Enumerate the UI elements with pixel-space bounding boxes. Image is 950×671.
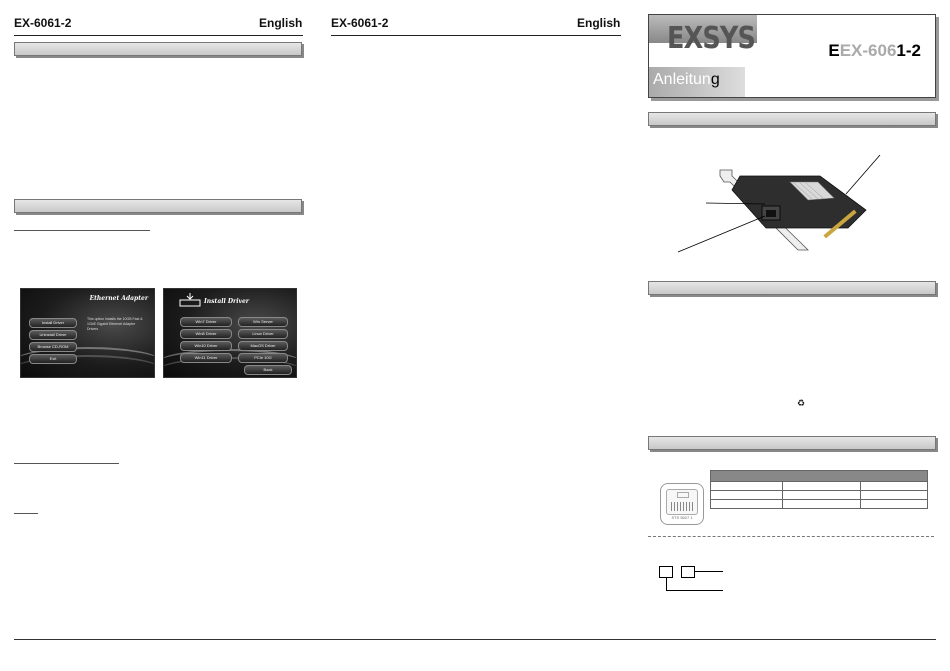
screen-1-note: This option installs the 10GB Fast & 1GbE Gigabit Ethernet Adapter Drivers — [87, 317, 143, 331]
underline-heading-1 — [14, 230, 150, 231]
win10-driver-button[interactable]: Win10 Driver — [180, 341, 232, 351]
screen-1-title: Ethernet Adapter — [89, 295, 148, 302]
header-lang-mid: English — [577, 16, 621, 30]
rj45-caption: STS 5527 1 — [671, 515, 693, 520]
dashed-separator — [648, 536, 934, 537]
logo-box — [648, 14, 936, 98]
browse-cd-button[interactable]: Browse CD-ROM — [29, 342, 77, 352]
header-rule-left — [14, 35, 303, 36]
header-model-mid: EX-6061-2 — [331, 16, 389, 30]
install-driver-button[interactable]: Install Driver — [29, 318, 77, 328]
weee-icon: ♻ — [797, 398, 806, 408]
screen-2-title: Install Driver — [204, 298, 249, 305]
exit-button[interactable]: Exit — [29, 354, 77, 364]
logo-model-number — [828, 41, 921, 61]
pin-assignment-table — [710, 470, 928, 509]
rj45-jack-icon — [660, 483, 704, 525]
model-dark-post: 1-2 — [896, 41, 921, 60]
led-leader-2-v — [666, 577, 667, 590]
back-button[interactable]: Back — [244, 365, 292, 375]
underline-heading-3 — [14, 513, 38, 514]
footer-rule — [14, 639, 936, 640]
section-bar-4 — [648, 281, 936, 295]
section-bar-2 — [14, 199, 302, 213]
network-card-illustration — [670, 150, 890, 260]
underline-heading-2 — [14, 463, 119, 464]
drive-icon — [179, 293, 201, 307]
header-lang-left: English — [259, 16, 303, 30]
win11-driver-button[interactable]: Win11 Driver — [180, 353, 232, 363]
brand-logo: EXSYS — [667, 21, 756, 56]
leader-line — [678, 216, 765, 252]
model-light: EX-606 — [839, 41, 897, 60]
manual-label — [653, 71, 720, 89]
section-bar-3 — [648, 112, 936, 126]
led-box-2 — [681, 566, 695, 578]
section-bar-1 — [14, 42, 302, 56]
linux-driver-button[interactable]: Linux Driver — [238, 329, 288, 339]
led-leader-1 — [695, 571, 723, 572]
manual-light: Anleitun — [653, 71, 711, 88]
win8-driver-button[interactable]: Win8 Driver — [180, 329, 232, 339]
manual-dark: g — [710, 71, 720, 88]
installer-screen-1 — [20, 288, 155, 378]
header-rule-mid — [331, 35, 621, 36]
table-row — [711, 500, 928, 509]
model-dark-pre: E — [828, 41, 840, 60]
led-leader-2-h — [666, 590, 723, 591]
pcie-10g-button[interactable]: PCIe 10G — [238, 353, 288, 363]
header-model-left: EX-6061-2 — [14, 16, 72, 30]
table-row — [711, 491, 928, 500]
leader-line — [846, 155, 880, 194]
table-row — [711, 482, 928, 491]
win7-driver-button[interactable]: Win7 Driver — [180, 317, 232, 327]
installer-screen-2 — [163, 288, 297, 378]
table-header — [711, 471, 928, 482]
uninstall-driver-button[interactable]: Uninstall Driver — [29, 330, 77, 340]
macos-driver-button[interactable]: MacOS Driver — [238, 341, 288, 351]
win-server-button[interactable]: Win Server — [238, 317, 288, 327]
section-bar-5 — [648, 436, 936, 450]
